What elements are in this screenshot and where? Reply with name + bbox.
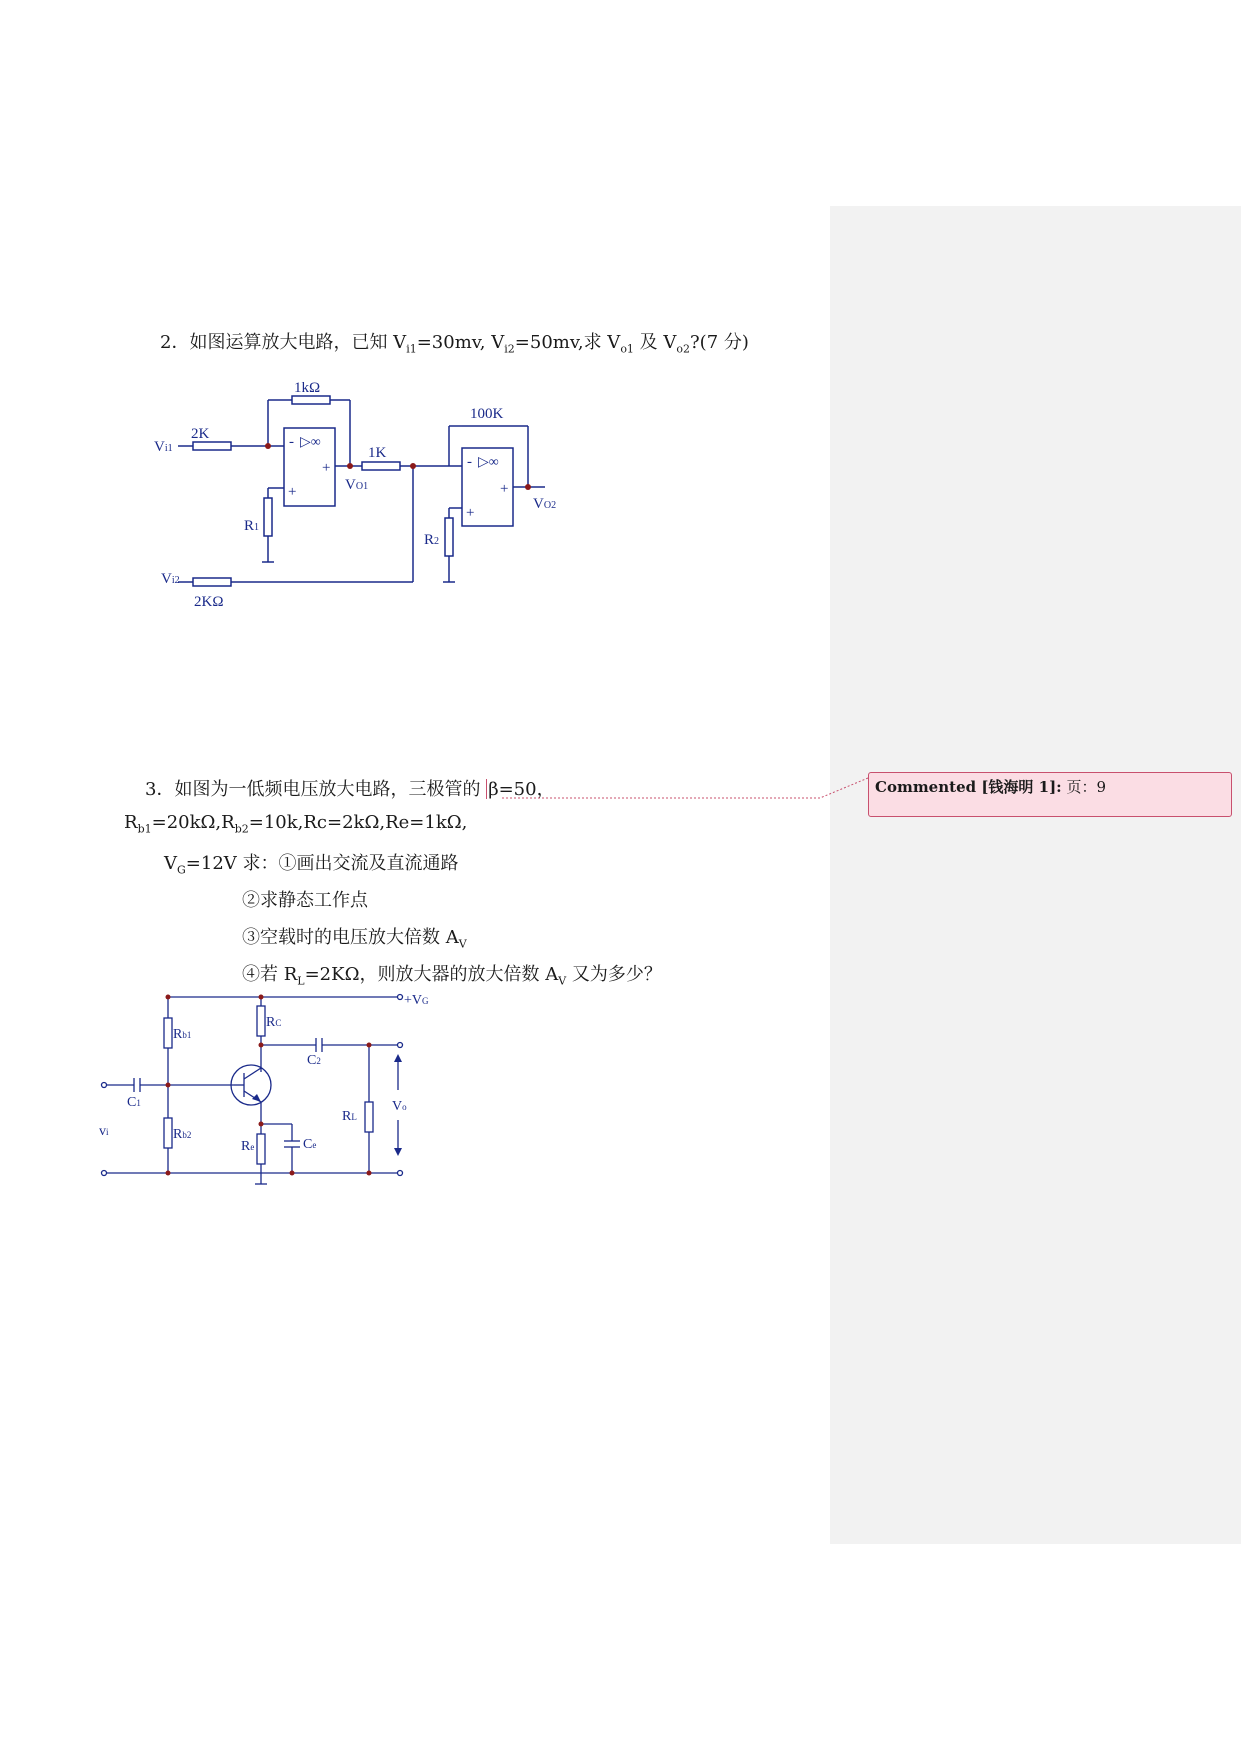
- label-vcc: +VG: [404, 993, 429, 1008]
- label-vo: Vo: [392, 1099, 407, 1114]
- label-rl: RL: [342, 1109, 357, 1124]
- resistor-rb2: [164, 1118, 172, 1148]
- label-r1: R1: [244, 518, 260, 534]
- question-3-params: $R_{b1}=20k\Omega,R_{b2}=10k,Rc=2k\Omega,Re=1k\Omega$,: [124, 812, 468, 836]
- question-3-item-3: ③空载时的电压放大倍数 $A_V$: [242, 927, 467, 951]
- question-2-text: 2．如图运算放大电路，已知 $V_{i1}=30mv$, $V_{i2}=50mv$,求 $V_{o1}$ 及 $V_{o2}?(7$ 分): [160, 332, 749, 356]
- question-3-title: 3．如图为一低频电压放大电路，三极管的 β=50，: [145, 779, 555, 800]
- comment-text: 页：9: [1061, 778, 1107, 796]
- resistor-re: [257, 1134, 265, 1164]
- label-op2-sym: ▷∞: [478, 455, 499, 470]
- question-3-item-1: $V_G=12V$ 求：①画出交流及直流通路: [164, 853, 459, 877]
- label-2k-ohm: 2KΩ: [194, 594, 224, 610]
- resistor-rc: [257, 1006, 265, 1036]
- label-rb2: Rb2: [173, 1127, 192, 1142]
- label-c2: C2: [307, 1053, 321, 1068]
- label-rc: RC: [266, 1015, 282, 1030]
- label-1k: 1K: [368, 445, 387, 461]
- label-ce: Ce: [303, 1137, 317, 1152]
- question-3-item-2: ②求静态工作点: [242, 890, 368, 911]
- label-vo2: VO2: [533, 496, 557, 512]
- label-100k: 100K: [470, 406, 504, 422]
- label-vi: vi: [99, 1124, 109, 1139]
- comment-author: Commented [钱海明 1]:: [875, 778, 1062, 796]
- label-vi1: Vi1: [154, 439, 173, 455]
- label-c1: C1: [127, 1095, 141, 1110]
- question-3-item-4: ④若 $R_L=2K\Omega$，则放大器的放大倍数 $A_V$ 又为多少？: [242, 964, 662, 988]
- label-op1-minus: -: [289, 434, 294, 450]
- label-op2-plus-in: +: [466, 505, 475, 521]
- label-op2-minus: -: [467, 454, 472, 470]
- label-op1-plus-out: +: [322, 460, 331, 476]
- label-r2: R2: [424, 532, 440, 548]
- label-op1-plus-in: +: [288, 484, 297, 500]
- label-vo1: VO1: [345, 477, 369, 493]
- resistor-rb1: [164, 1018, 172, 1048]
- resistor-rl: [365, 1102, 373, 1132]
- label-vi2: Vi2: [161, 571, 180, 587]
- label-op2-plus-out: +: [500, 481, 509, 497]
- label-rb1: Rb1: [173, 1027, 192, 1042]
- label-re: Re: [241, 1139, 255, 1154]
- label-1k-ohm: 1kΩ: [294, 380, 321, 396]
- label-2k: 2K: [191, 426, 210, 442]
- label-op1-sym: ▷∞: [300, 435, 321, 450]
